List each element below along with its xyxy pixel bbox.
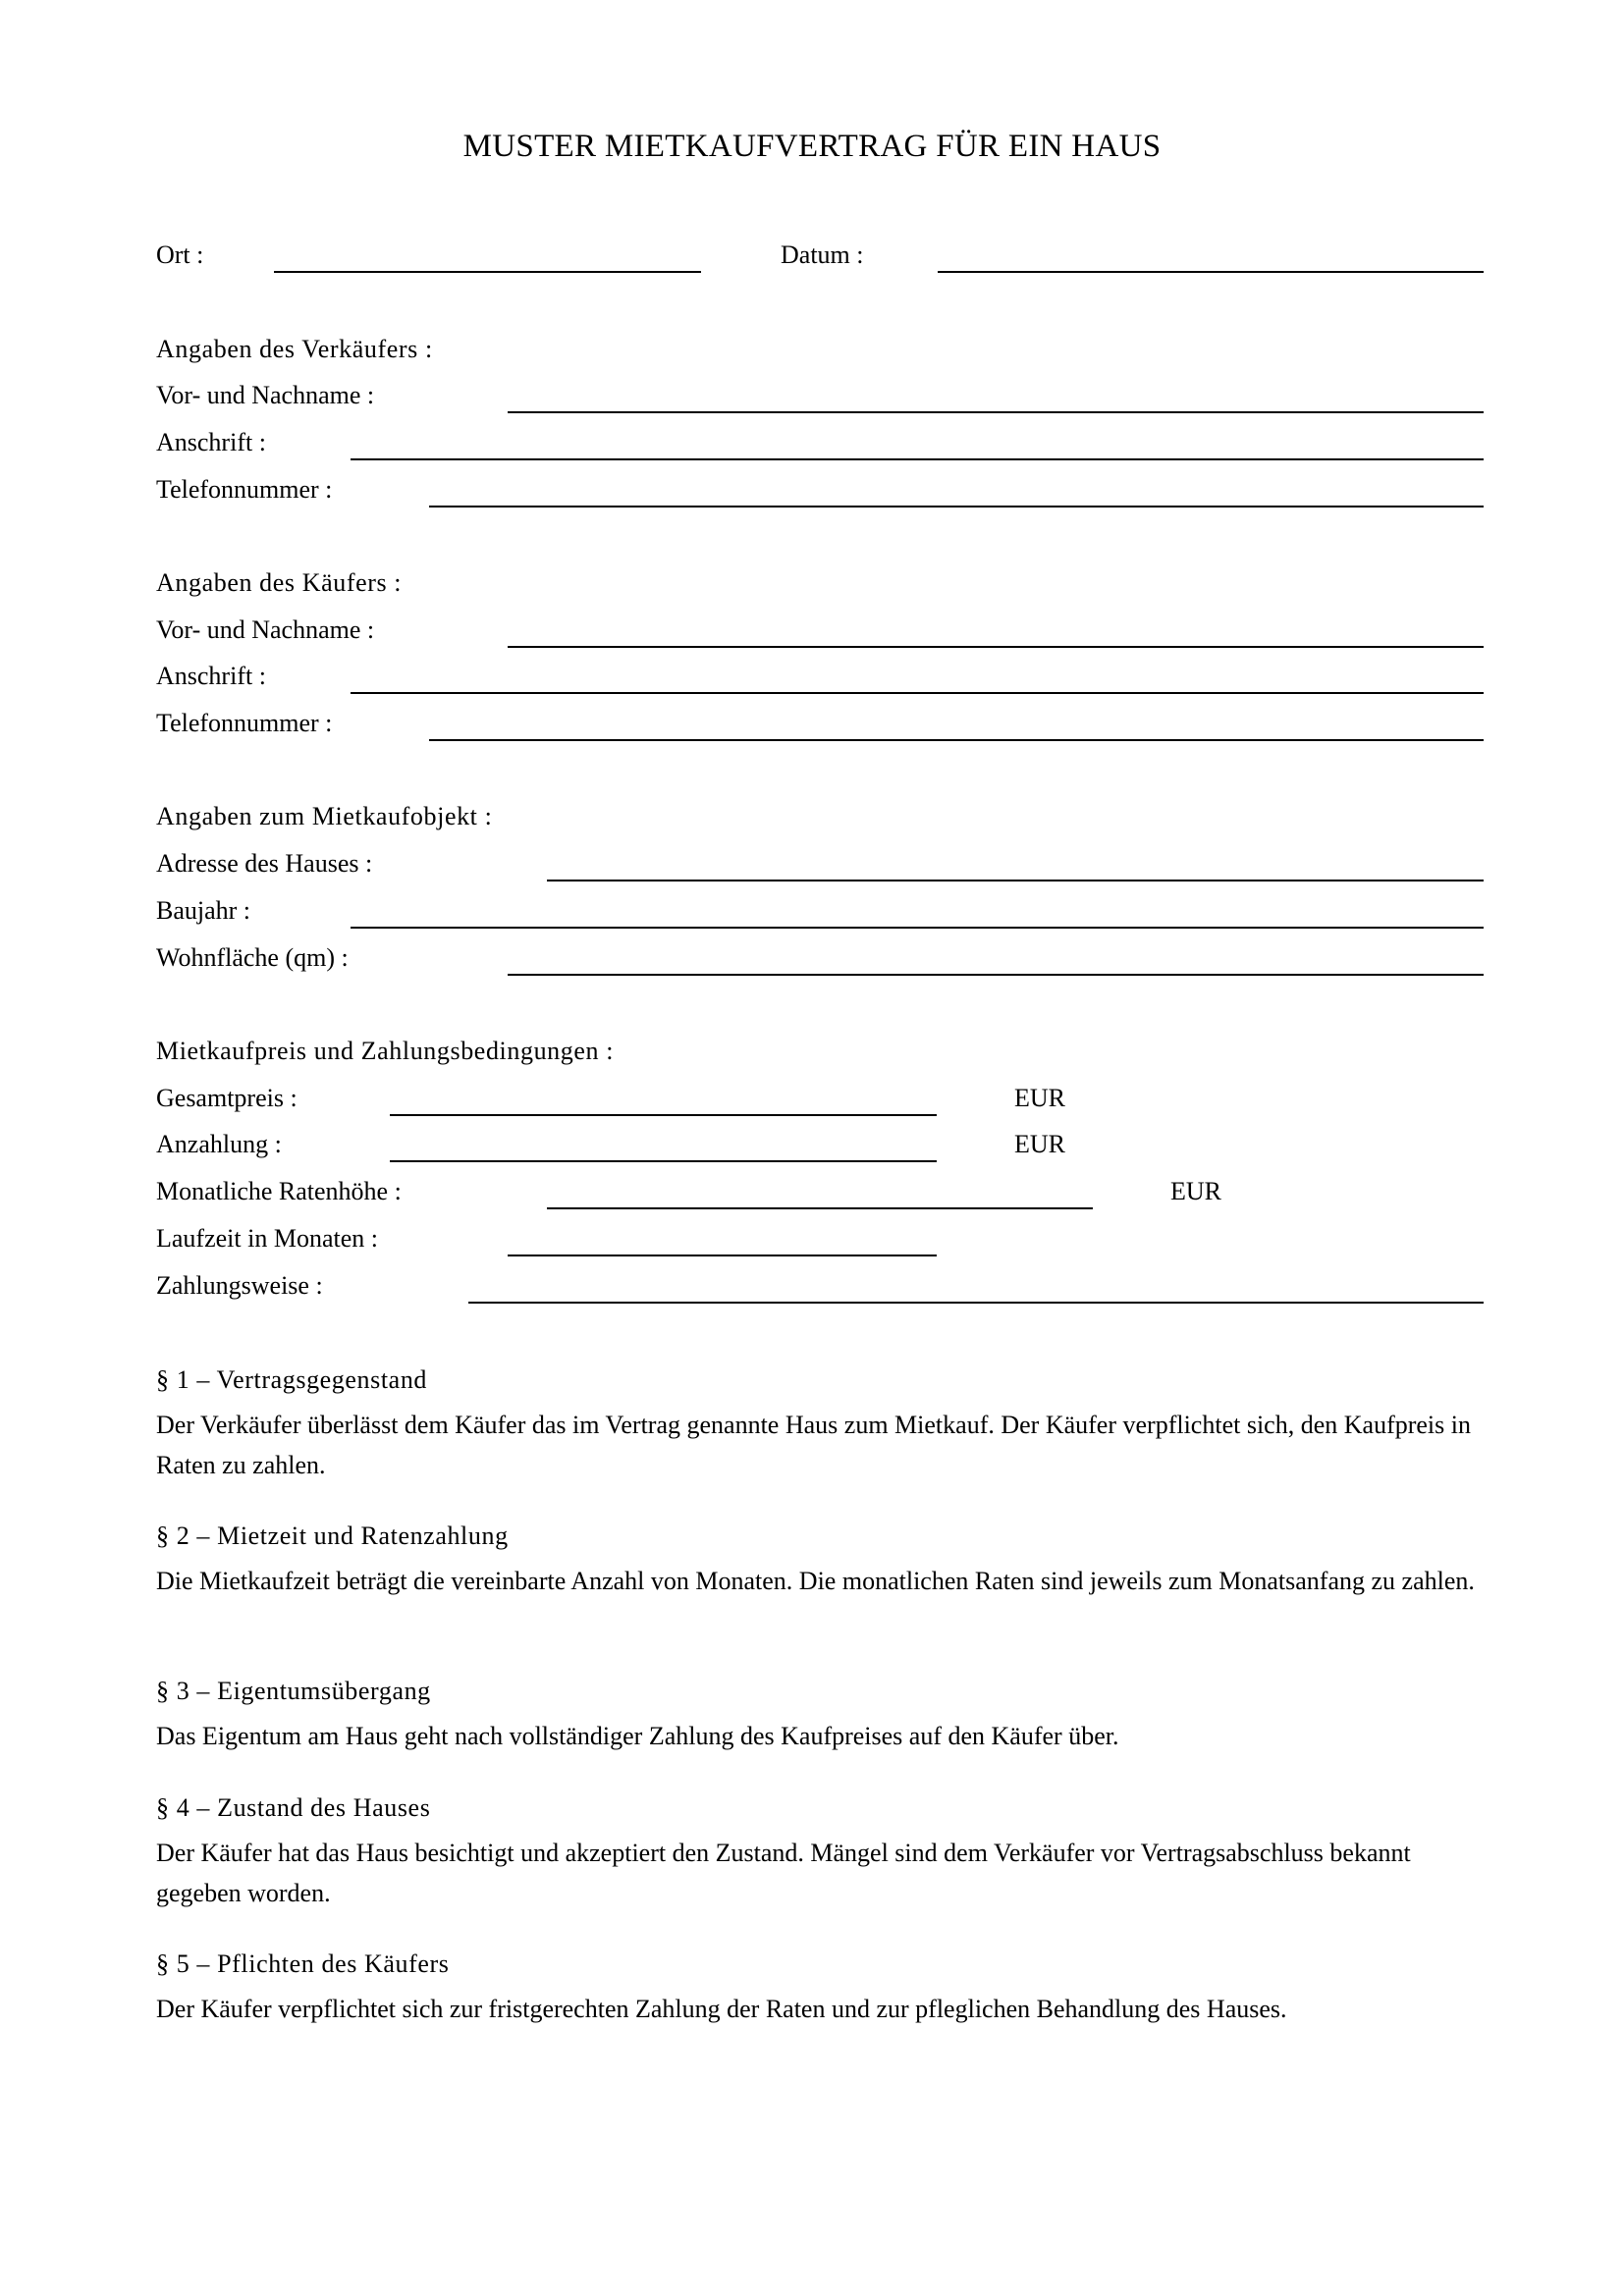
- objekt-wohnflaeche-label: Wohnfläche (qm) :: [156, 943, 349, 972]
- verkaeufer-anschrift-field[interactable]: [351, 458, 1484, 460]
- section-1-text: Der Verkäufer überlässt dem Käufer das im Vertrag genannte Haus zum Mietkauf. Der Käufer verpflichtet sich, den Kaufpreis in Raten zu zahlen.: [156, 1411, 1471, 1479]
- verkaeufer-name-label: Vor- und Nachname :: [156, 381, 375, 409]
- section-1-heading: § 1 – Vertragsgegenstand: [156, 1365, 428, 1394]
- section-5-heading: § 5 – Pflichten des Käufers: [156, 1949, 450, 1978]
- anzahlung-currency: EUR: [1014, 1130, 1065, 1158]
- objekt-adresse-field[interactable]: [547, 880, 1484, 881]
- rate-field[interactable]: [547, 1207, 1093, 1209]
- laufzeit-field[interactable]: [508, 1255, 937, 1256]
- kaeufer-anschrift-field[interactable]: [351, 692, 1484, 694]
- objekt-adresse-label: Adresse des Hauses :: [156, 849, 373, 878]
- document-title: MUSTER MIETKAUFVERTRAG FÜR EIN HAUS: [462, 129, 1162, 164]
- kaeufer-anschrift-label: Anschrift :: [156, 662, 266, 690]
- ort-field[interactable]: [274, 271, 701, 273]
- verkaeufer-heading: Angaben des Verkäufers :: [156, 335, 433, 363]
- verkaeufer-anschrift-label: Anschrift :: [156, 428, 266, 456]
- gesamtpreis-label: Gesamtpreis :: [156, 1084, 298, 1112]
- zahlungsweise-field[interactable]: [468, 1302, 1484, 1304]
- ort-label: Ort :: [156, 240, 204, 269]
- section-2-heading: § 2 – Mietzeit und Ratenzahlung: [156, 1522, 509, 1550]
- objekt-baujahr-field[interactable]: [351, 927, 1484, 929]
- section-3-heading: § 3 – Eigentumsübergang: [156, 1677, 431, 1705]
- objekt-heading: Angaben zum Mietkaufobjekt :: [156, 802, 493, 830]
- section-2-text: Die Mietkaufzeit beträgt die vereinbarte Anzahl von Monaten. Die monatlichen Raten sind jeweils zum Monatsanfang zu zahlen.: [156, 1567, 1475, 1595]
- section-4-text: Der Käufer hat das Haus besichtigt und akzeptiert den Zustand. Mängel sind dem Verkäufer vor Vertragsabschluss bekannt gegeben worden.: [156, 1839, 1411, 1907]
- kaeufer-heading: Angaben des Käufers :: [156, 568, 403, 597]
- kaeufer-telefon-field[interactable]: [429, 739, 1484, 741]
- laufzeit-label: Laufzeit in Monaten :: [156, 1224, 378, 1253]
- gesamtpreis-field[interactable]: [390, 1114, 937, 1116]
- objekt-baujahr-label: Baujahr :: [156, 896, 251, 925]
- kaeufer-name-field[interactable]: [508, 646, 1484, 648]
- rate-currency: EUR: [1170, 1177, 1221, 1205]
- preis-heading: Mietkaufpreis und Zahlungsbedingungen :: [156, 1037, 615, 1065]
- verkaeufer-telefon-field[interactable]: [429, 506, 1484, 507]
- datum-label: Datum :: [781, 240, 864, 269]
- verkaeufer-name-field[interactable]: [508, 411, 1484, 413]
- section-5-text: Der Käufer verpflichtet sich zur fristgerechten Zahlung der Raten und zur pfleglichen Behandlung des Hauses.: [156, 1995, 1287, 2023]
- rate-label: Monatliche Ratenhöhe :: [156, 1177, 402, 1205]
- anzahlung-field[interactable]: [390, 1160, 937, 1162]
- anzahlung-label: Anzahlung :: [156, 1130, 282, 1158]
- datum-field[interactable]: [938, 271, 1484, 273]
- verkaeufer-telefon-label: Telefonnummer :: [156, 475, 333, 504]
- gesamtpreis-currency: EUR: [1014, 1084, 1065, 1112]
- objekt-wohnflaeche-field[interactable]: [508, 974, 1484, 976]
- kaeufer-telefon-label: Telefonnummer :: [156, 709, 333, 737]
- zahlungsweise-label: Zahlungsweise :: [156, 1271, 323, 1300]
- section-3-text: Das Eigentum am Haus geht nach vollständiger Zahlung des Kaufpreises auf den Käufer über.: [156, 1722, 1119, 1750]
- kaeufer-name-label: Vor- und Nachname :: [156, 615, 375, 644]
- section-4-heading: § 4 – Zustand des Hauses: [156, 1793, 431, 1822]
